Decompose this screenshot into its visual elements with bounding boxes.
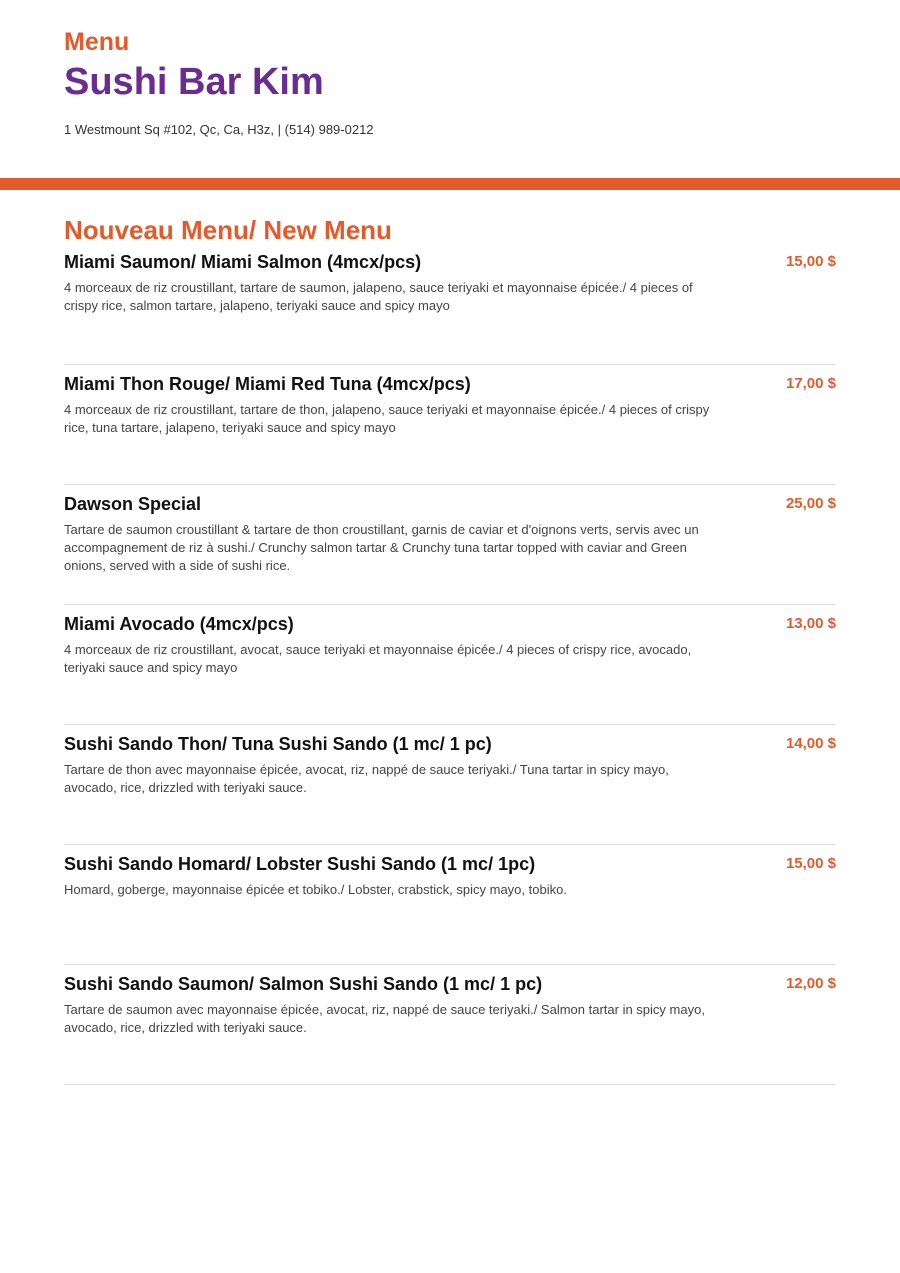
menu-item-list bbox=[64, 245, 836, 1085]
section-title: Nouveau Menu/ New Menu bbox=[64, 215, 392, 245]
menu-item bbox=[64, 605, 836, 725]
header-divider-bar bbox=[0, 178, 900, 190]
menu-item-name: Sushi Sando Saumon/ Salmon Sushi Sando (1 mc/ 1 pc) bbox=[64, 974, 543, 994]
menu-item-name: Dawson Special bbox=[64, 494, 202, 514]
menu-item-header bbox=[64, 853, 836, 875]
menu-item-name: Miami Avocado (4mcx/pcs) bbox=[64, 614, 294, 634]
menu-item-description: 4 morceaux de riz croustillant, tartare de saumon, jalapeno, sauce teriyaki et mayonnaise épicée./ 4 pieces of crispy rice, salmon tartare, jalapeno, teriyaki sauce and spicy mayo bbox=[64, 280, 693, 313]
menu-item bbox=[64, 485, 836, 605]
menu-item-description: 4 morceaux de riz croustillant, tartare de thon, jalapeno, sauce teriyaki et mayonnaise épicée./ 4 pieces of crispy rice, tuna tartare, jalapeno, teriyaki sauce and spicy mayo bbox=[64, 402, 710, 435]
menu-item-price: 14,00 $ bbox=[785, 735, 836, 752]
menu-item-description: Tartare de saumon croustillant & tartare de thon croustillant, garnis de caviar et d'oignons verts, servis avec un accompagnement de riz à sushi./ Crunchy salmon tartar & Crunchy tuna tartar topped with caviar and Green onions, served with a side of sushi rice. bbox=[64, 522, 699, 573]
menu-item-description: Homard, goberge, mayonnaise épicée et tobiko./ Lobster, crabstick, spicy mayo, tobiko. bbox=[64, 882, 567, 897]
menu-label: Menu bbox=[64, 28, 130, 56]
menu-item-name: Miami Saumon/ Miami Salmon (4mcx/pcs) bbox=[64, 252, 422, 272]
menu-item-header bbox=[64, 373, 836, 395]
menu-header bbox=[64, 28, 836, 138]
menu-item-header bbox=[64, 613, 836, 635]
restaurant-name: Sushi Bar Kim bbox=[64, 61, 324, 103]
menu-item-name: Sushi Sando Thon/ Tuna Sushi Sando (1 mc/ 1 pc) bbox=[64, 734, 492, 754]
menu-item-price: 25,00 $ bbox=[785, 495, 836, 512]
menu-item bbox=[64, 845, 836, 965]
menu-item-header bbox=[64, 493, 836, 515]
menu-item-price: 15,00 $ bbox=[785, 253, 836, 270]
menu-item-header bbox=[64, 733, 836, 755]
menu-item-description: Tartare de saumon avec mayonnaise épicée, avocat, riz, nappé de sauce teriyaki./ Salmon tartar in spicy mayo, avocado, rice, drizzled with teriyaki sauce. bbox=[64, 1002, 705, 1035]
menu-item-name: Miami Thon Rouge/ Miami Red Tuna (4mcx/pcs) bbox=[64, 374, 471, 394]
menu-item-header bbox=[64, 973, 836, 995]
menu-item-description: Tartare de thon avec mayonnaise épicée, avocat, riz, nappé de sauce teriyaki./ Tuna tartar in spicy mayo, avocado, rice, drizzled with teriyaki sauce. bbox=[64, 762, 669, 795]
menu-item-price: 13,00 $ bbox=[785, 615, 836, 632]
menu-item bbox=[64, 365, 836, 485]
restaurant-address: 1 Westmount Sq #102, Qc, Ca, H3z, | (514) 989-0212 bbox=[64, 122, 374, 137]
menu-item-price: 12,00 $ bbox=[785, 975, 836, 992]
menu-item bbox=[64, 725, 836, 845]
menu-item bbox=[64, 965, 836, 1085]
menu-item-header bbox=[64, 251, 836, 273]
menu-item-price: 15,00 $ bbox=[785, 855, 836, 872]
menu-item-description: 4 morceaux de riz croustillant, avocat, sauce teriyaki et mayonnaise épicée./ 4 pieces of crispy rice, avocado, teriyaki sauce and spicy mayo bbox=[64, 642, 692, 675]
menu-item-price: 17,00 $ bbox=[785, 375, 836, 392]
menu-section bbox=[64, 215, 836, 1085]
menu-item bbox=[64, 245, 836, 365]
menu-item-name: Sushi Sando Homard/ Lobster Sushi Sando (1 mc/ 1pc) bbox=[64, 854, 536, 874]
